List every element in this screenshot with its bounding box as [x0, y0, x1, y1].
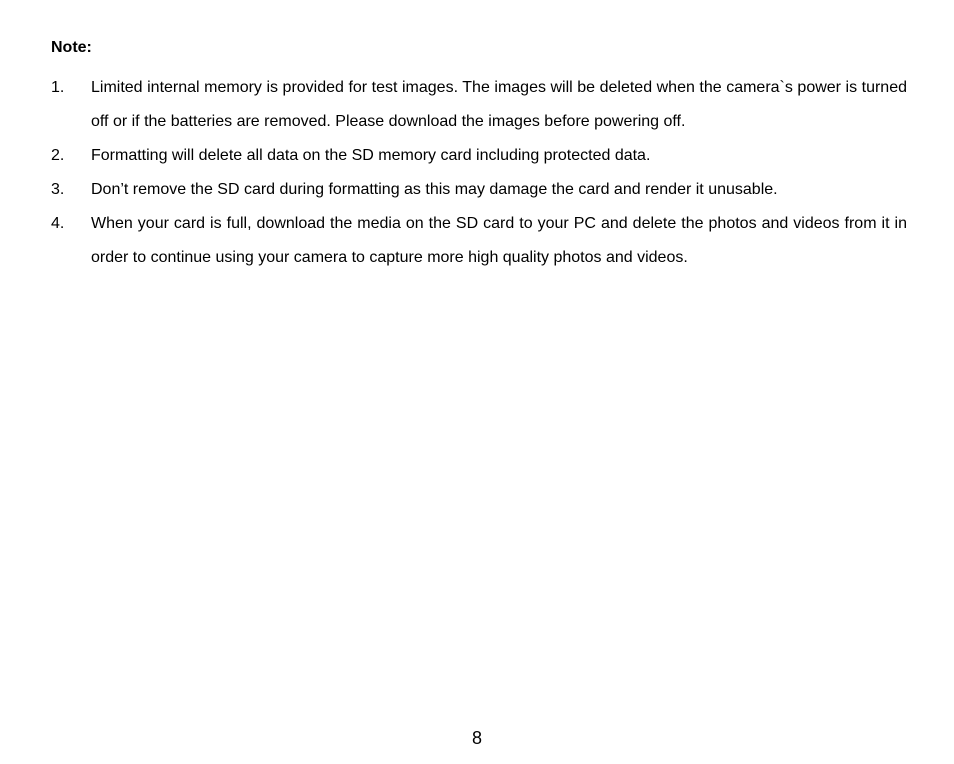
note-item-number: 4.: [51, 215, 65, 232]
note-item-number: 1.: [51, 79, 65, 96]
note-item-text: When your card is full, download the media on the SD card to your PC and delete the photos and videos from it in order to continue using your camera to capture more high quality photos and videos.: [91, 215, 907, 266]
note-item-number: 3.: [51, 181, 65, 198]
note-item-number: 2.: [51, 147, 65, 164]
note-item-text: Don’t remove the SD card during formatting as this may damage the card and render it unusable.: [91, 181, 778, 198]
note-item-3: [51, 173, 907, 207]
note-item-text: Formatting will delete all data on the SD memory card including protected data.: [91, 147, 651, 164]
note-item-2: [51, 139, 907, 173]
page-number: 8: [471, 728, 482, 748]
note-heading: Note:: [51, 39, 92, 56]
note-item-1: [51, 71, 907, 139]
note-item-4: [51, 207, 907, 275]
note-list: [51, 71, 907, 275]
note-item-text: Limited internal memory is provided for test images. The images will be deleted when the camera`s power is turned off or if the batteries are removed. Please download the images before powering off.: [91, 79, 907, 130]
